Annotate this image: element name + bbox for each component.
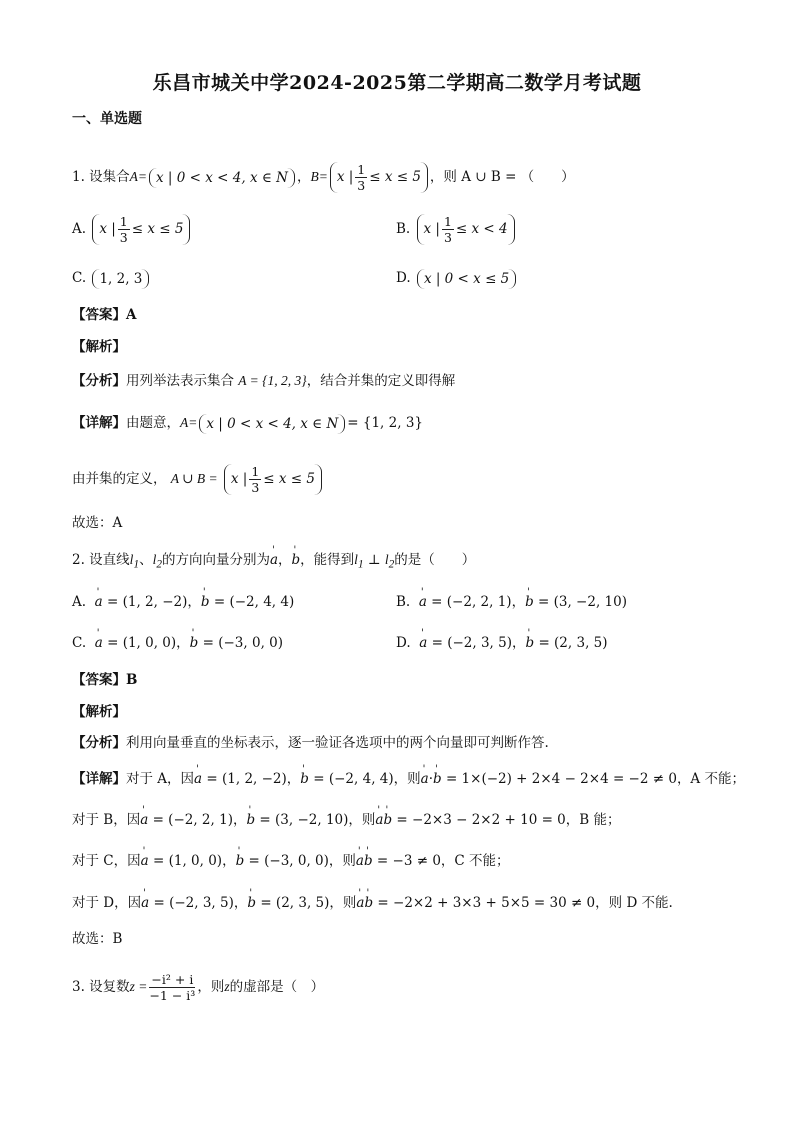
q1-option-b: B. x | $\frac{1}{3}$ ≤ x < 4: [396, 214, 517, 245]
q2-answer: 【答案】B: [72, 672, 138, 688]
q1-option-a: A. x | $\frac{1}{3}$ ≤ x ≤ 5: [72, 214, 192, 245]
q2-option-c: C. ' a = (1, 0, 0)，' b = (−3, 0, 0): [72, 633, 283, 653]
q1-choose: 故选：A: [72, 515, 123, 531]
q1-analysis: 【解析】: [72, 339, 126, 355]
q2-option-a: A. ' a = (1, 2, −2)，' b = (−2, 4, 4): [72, 592, 294, 612]
fraction: $\frac{1}{3}$: [357, 162, 366, 193]
q2-fenxi: 【分析】利用向量垂直的坐标表示，逐一验证各选项中的两个向量即可判断作答.: [72, 735, 549, 751]
q1-union: 由并集的定义， A ∪ B = x | $\frac{1}{3}$ ≤ x ≤ 5: [72, 464, 324, 495]
q1-option-d: D. x | 0 < x ≤ 5: [396, 268, 518, 289]
page-title: 乐昌市城关中学2024-2025第二学期高二数学月考试题: [152, 72, 642, 94]
q1-stem: 1. 设集合A= x | 0 < x < 4, x ∈ N ，B= x | $\frac{1}{3}$ ≤ x ≤ 5 ，则 A ∪ B = （ ）: [72, 162, 575, 193]
q1-answer: 【答案】A: [72, 307, 137, 323]
q2-detail-a: 【详解】对于 A，因' a = (1, 2, −2)，' b = (−2, 4, 4)，则' a·' b = 1×(−2) + 2×4 − 2×4 = −2 ≠ 0，A 不能；: [72, 769, 745, 789]
q1-option-c: C. 1, 2, 3: [72, 268, 151, 289]
q3-stem: 3. 设复数z = $\frac{\text{−i² + i}}{\text{−1 − i³}}$ ，则z的虚部是（ ）: [72, 972, 325, 1003]
q2-option-d: D. ' a = (−2, 3, 5)，' b = (2, 3, 5): [396, 633, 608, 653]
q2-choose: 故选：B: [72, 931, 123, 947]
set-b: x | $\frac{1}{3}$ ≤ x ≤ 5: [330, 162, 428, 193]
q2-detail-d: 对于 D，因' a = (−2, 3, 5)，' b = (2, 3, 5)，则' a' b = −2×2 + 3×3 + 5×5 = 30 ≠ 0，则 D 不能.: [72, 893, 673, 913]
section-heading: 一、单选题: [72, 111, 142, 127]
set-a: x | 0 < x < 4, x ∈ N: [149, 168, 295, 188]
q2-stem: 2. 设直线$l_1$、$l_2$的方向向量分别为' a，' b，能得到$l_1$ ⊥ $l_2$的是（ ）: [72, 550, 475, 575]
fraction: $\frac{\text{−i² + i}}{\text{−1 − i³}}$: [149, 972, 196, 1003]
q1-detail: 【详解】由题意，A= x | 0 < x < 4, x ∈ N = {1, 2, 3}: [72, 415, 423, 432]
q1-fenxi: 【分析】用列举法表示集合 A = {1, 2, 3}，结合并集的定义即得解: [72, 373, 456, 389]
q2-option-b: B. ' a = (−2, 2, 1)，' b = (3, −2, 10): [396, 592, 627, 612]
q2-detail-c: 对于 C，因' a = (1, 0, 0)，' b = (−3, 0, 0)，则' a' b = −3 ≠ 0，C 不能；: [72, 851, 510, 871]
q2-analysis: 【解析】: [72, 704, 126, 720]
q2-detail-b: 对于 B，因' a = (−2, 2, 1)，' b = (3, −2, 10)，则' a' b = −2×3 − 2×2 + 10 = 0，B 能；: [72, 810, 620, 830]
